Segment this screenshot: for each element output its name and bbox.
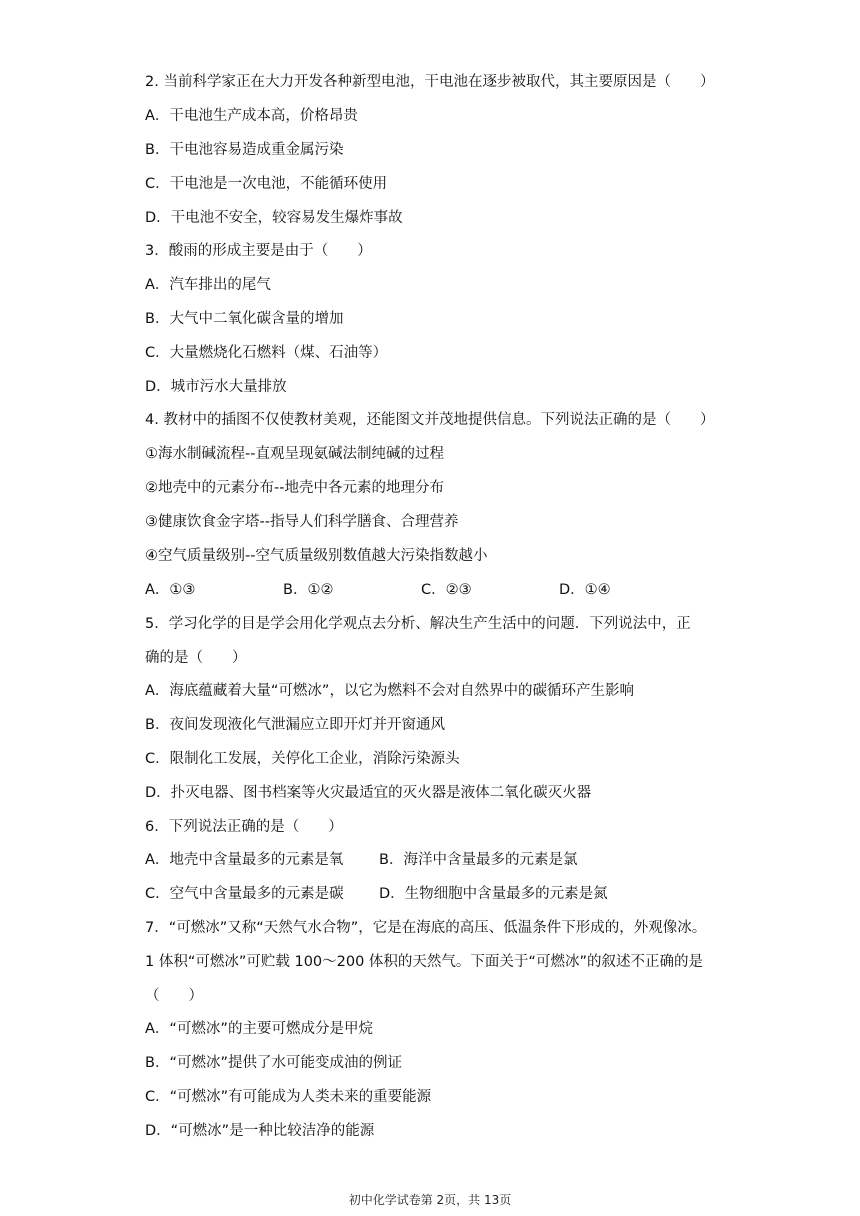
question-3-option-d: D．城市污水大量排放	[145, 379, 287, 395]
question-5-option-a: A．海底蕴藏着大量“可燃冰”，以它为燃料不会对自然界中的碳循环产生影响	[145, 683, 634, 699]
question-7-option-c: C．“可燃冰”有可能成为人类未来的重要能源	[145, 1089, 432, 1105]
question-5-stem-line-1: 5．学习化学的目是学会用化学观点去分析、解决生产生活中的问题．下列说法中，正	[145, 616, 691, 632]
question-6-option-a: A．地壳中含量最多的元素是氧	[145, 852, 344, 868]
question-5-option-b: B．夜间发现液化气泄漏应立即开灯并开窗通风	[145, 717, 445, 733]
question-2-option-d: D．干电池不安全，较容易发生爆炸事故	[145, 210, 403, 226]
question-4-stem: 4. 教材中的插图不仅使教材美观，还能图文并茂地提供信息。下列说法正确的是（ ）	[145, 412, 715, 428]
question-7-stem-line-1: 7．“可燃冰”又称“天然气水合物”，它是在海底的高压、低温条件下形成的，外观像冰。	[145, 920, 707, 936]
question-2-stem: 2. 当前科学家正在大力开发各种新型电池，干电池在逐步被取代，其主要原因是（ ）	[145, 74, 715, 90]
question-4-statement-4: ④空气质量级别--空气质量级别数值越大污染指数越小	[145, 548, 488, 564]
question-7-option-d: D．“可燃冰”是一种比较洁净的能源	[145, 1123, 375, 1139]
question-3-stem: 3．酸雨的形成主要是由于（ ）	[145, 243, 372, 259]
question-2-option-c: C．干电池是一次电池，不能循环使用	[145, 176, 388, 192]
question-7-option-a: A．“可燃冰”的主要可燃成分是甲烷	[145, 1021, 373, 1037]
question-4-option-d: D．①④	[559, 582, 611, 598]
question-4-option-a: A．①③	[145, 582, 196, 598]
question-6-option-d: D．生物细胞中含量最多的元素是氮	[379, 886, 608, 902]
question-6-options-row-1	[145, 850, 725, 870]
question-7-option-b: B．“可燃冰”提供了水可能变成油的例证	[145, 1055, 402, 1071]
question-6-option-b: B．海洋中含量最多的元素是氯	[379, 852, 578, 868]
question-7-stem-line-2: 1 体积“可燃冰”可贮载 100～200 体积的天然气。下面关于“可燃冰”的叙述不正确的是	[145, 954, 703, 970]
question-4-option-b: B．①②	[283, 582, 334, 598]
question-4-statement-1: ①海水制碱流程--直观呈现氨碱法制纯碱的过程	[145, 446, 444, 462]
question-6-options-row-2	[145, 884, 725, 904]
question-6-option-c: C．空气中含量最多的元素是碳	[145, 886, 344, 902]
question-4-option-c: C．②③	[421, 582, 472, 598]
question-6-stem: 6．下列说法正确的是（ ）	[145, 819, 343, 835]
question-4-statement-3: ③健康饮食金字塔--指导人们科学膳食、合理营养	[145, 514, 459, 530]
page-footer: 初中化学试卷第 2页，共 13页	[348, 1193, 512, 1207]
question-5-option-c: C．限制化工发展，关停化工企业，消除污染源头	[145, 751, 460, 767]
question-3-option-c: C．大量燃烧化石燃料（煤、石油等）	[145, 345, 388, 361]
question-4-options	[145, 580, 725, 600]
question-4-statement-2: ②地壳中的元素分布--地壳中各元素的地理分布	[145, 480, 444, 496]
question-2-option-a: A．干电池生产成本高，价格昂贵	[145, 108, 358, 124]
question-7-stem-line-3: （ ）	[145, 988, 203, 1004]
question-3-option-b: B．大气中二氧化碳含量的增加	[145, 311, 344, 327]
question-3-option-a: A．汽车排出的尾气	[145, 277, 271, 293]
question-2-option-b: B．干电池容易造成重金属污染	[145, 142, 344, 158]
question-5-stem-line-2: 确的是（ ）	[145, 650, 247, 666]
question-5-option-d: D．扑灭电器、图书档案等火灾最适宜的灭火器是液体二氧化碳灭火器	[145, 785, 592, 801]
